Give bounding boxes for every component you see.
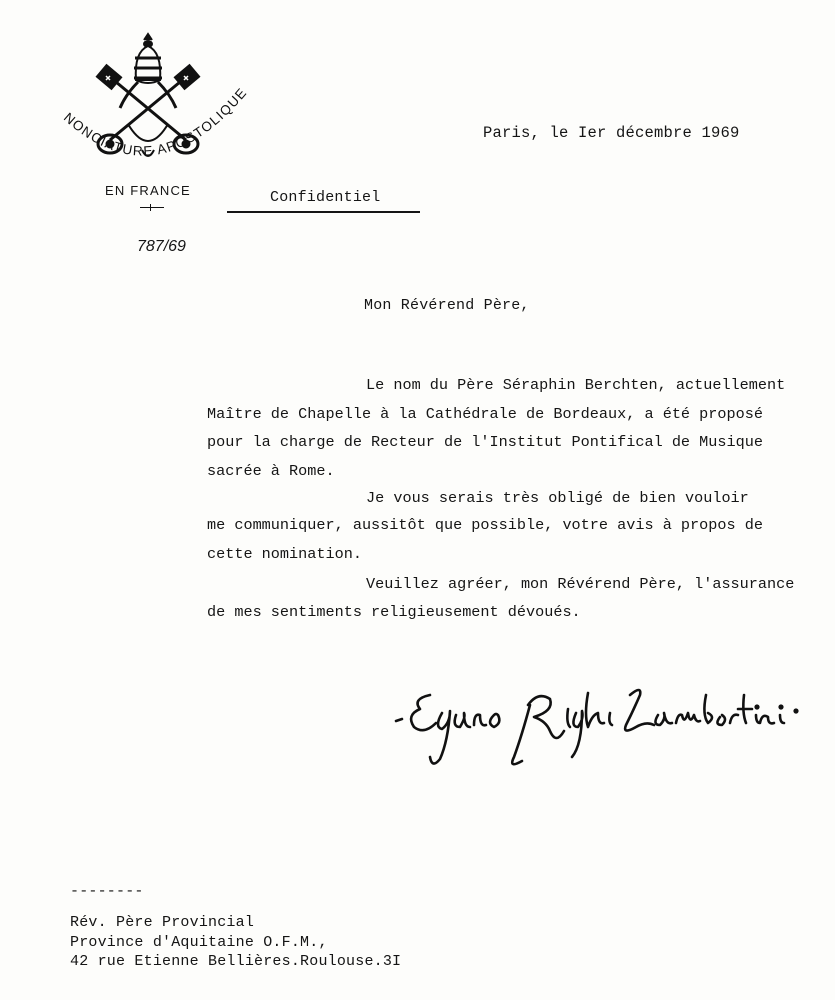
letterhead-country: EN FRANCE bbox=[105, 183, 191, 198]
papal-seal-emblem bbox=[48, 32, 258, 192]
separator-line: -------- bbox=[70, 883, 144, 900]
letterhead-ornament-rule bbox=[140, 207, 164, 208]
classification-underline bbox=[227, 211, 420, 213]
reference-number: 787/69 bbox=[137, 238, 186, 255]
addressee-line: Province d'Aquitaine O.F.M., bbox=[70, 934, 328, 951]
place-date: Paris, le Ier décembre 1969 bbox=[483, 124, 740, 142]
handwritten-signature bbox=[390, 665, 810, 780]
paragraph2-line: me communiquer, aussitôt que possible, votre avis à propos de bbox=[207, 516, 763, 534]
paragraph1-line: sacrée à Rome. bbox=[207, 462, 335, 480]
addressee-line: Rév. Père Provincial bbox=[70, 914, 255, 931]
letterhead-arc-text: NONCIATURE APOSTOLIQUE bbox=[60, 84, 250, 159]
paragraph1-line: Maître de Chapelle à la Cathédrale de Bordeaux, a été proposé bbox=[207, 405, 763, 423]
addressee-line: 42 rue Etienne Bellières.Roulouse.3I bbox=[70, 953, 402, 970]
classification-label: Confidentiel bbox=[270, 189, 381, 206]
tiara-icon bbox=[120, 34, 176, 108]
salutation: Mon Révérend Père, bbox=[364, 297, 530, 314]
paragraph3-line: de mes sentiments religieusement dévoués. bbox=[207, 603, 581, 621]
letterhead-ornament-tick bbox=[150, 204, 151, 211]
paragraph1-line: Le nom du Père Séraphin Berchten, actuellement bbox=[366, 376, 786, 394]
paragraph1-line: pour la charge de Recteur de l'Institut Pontifical de Musique bbox=[207, 433, 763, 451]
paragraph2-line: cette nomination. bbox=[207, 545, 362, 563]
paragraph2-line: Je vous serais très obligé de bien vouloir bbox=[366, 489, 749, 507]
paragraph3-line: Veuillez agréer, mon Révérend Père, l'assurance bbox=[366, 575, 795, 593]
